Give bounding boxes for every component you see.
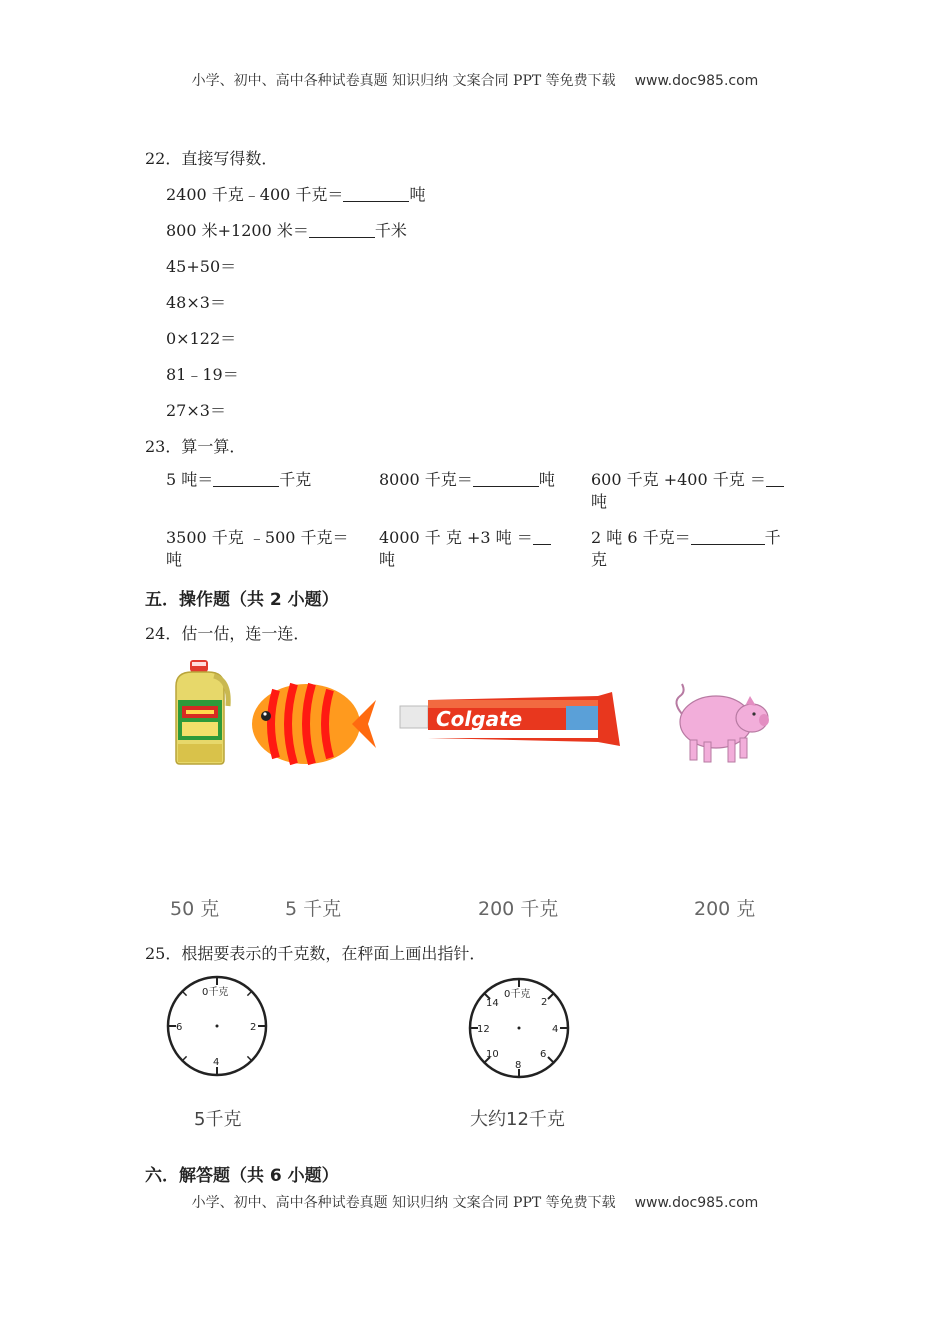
q23-cell-1-text: 5 吨＝: [166, 470, 214, 489]
weight-option-50g[interactable]: 50 克: [170, 898, 220, 920]
scale-1-tick-2: 2: [250, 1022, 257, 1033]
scale-1-tick-4: 4: [213, 1057, 220, 1068]
q22-line-4: 48×3＝: [166, 293, 226, 312]
q23-cell-4: [166, 527, 349, 571]
q23-cell-1: [166, 469, 311, 491]
answer-blank[interactable]: [473, 471, 539, 487]
page-footer: [0, 1192, 950, 1212]
page-header: [0, 70, 950, 90]
section-5-heading: 五．操作题（共 2 小题）: [145, 590, 339, 610]
scale-2-tick-4: 4: [552, 1024, 559, 1035]
answer-blank[interactable]: [343, 186, 409, 202]
scale-2-tick-8: 8: [515, 1060, 522, 1071]
question-24-title: 24．估一估，连一连．: [145, 624, 310, 643]
q23-cell-6-unit: 千: [764, 528, 781, 547]
q23-cell-3-text: 600 千克 +400 千克 ＝: [591, 470, 766, 489]
scale-2-tick-12: 12: [477, 1024, 490, 1035]
q23-cell-3: [591, 469, 784, 513]
q22-line-7: 27×3＝: [166, 401, 226, 420]
q22-line-6: 81﹣19＝: [166, 365, 239, 384]
q22-line-1-text: 2400 千克﹣400 千克＝: [166, 185, 344, 204]
q23-cell-5: [379, 527, 551, 571]
q22-line-1-unit: 吨: [409, 185, 426, 204]
weight-option-200kg[interactable]: 200 千克: [478, 898, 559, 920]
q22-line-5: 0×122＝: [166, 329, 237, 348]
q23-cell-2-unit: 吨: [538, 470, 555, 489]
q23-cell-5-text: 4000 千 克 +3 吨 ＝: [379, 528, 533, 547]
weight-option-200g[interactable]: 200 克: [694, 898, 756, 920]
answer-blank[interactable]: [309, 222, 375, 238]
oil-bottle-image[interactable]: [162, 656, 238, 768]
toothpaste-image[interactable]: [398, 688, 624, 750]
q22-line-2-unit: 千米: [374, 221, 407, 240]
answer-blank[interactable]: [213, 471, 279, 487]
scale-2-zero-label: 0千克: [504, 989, 531, 1000]
q23-cell-6: [591, 527, 781, 571]
scale-2-tick-2: 2: [541, 997, 548, 1008]
section-6-heading: 六．解答题（共 6 小题）: [145, 1166, 339, 1186]
q23-cell-4-text: 3500 千克 ﹣500 千克＝: [166, 528, 349, 547]
pig-image[interactable]: [666, 672, 772, 770]
question-22-title: 22．直接写得数．: [145, 149, 278, 168]
scale-dial-1[interactable]: [164, 973, 270, 1079]
q23-cell-3-unit: 吨: [591, 492, 608, 511]
footer-url: www.doc985.com: [634, 1195, 759, 1211]
q23-cell-6-text: 2 吨 6 千克＝: [591, 528, 691, 547]
weight-option-5kg[interactable]: 5 千克: [285, 898, 342, 920]
scale-2-tick-10: 10: [486, 1049, 499, 1060]
answer-blank[interactable]: [533, 529, 551, 545]
question-23-title: 23．算一算．: [145, 437, 246, 456]
q22-line-2-text: 800 米+1200 米＝: [166, 221, 309, 240]
q22-line-2: [166, 218, 407, 241]
answer-blank[interactable]: [691, 529, 765, 545]
answer-blank[interactable]: [766, 471, 784, 487]
q23-cell-2: [379, 469, 555, 491]
scale-2-tick-14: 14: [486, 998, 499, 1009]
fish-image[interactable]: [248, 676, 378, 772]
footer-text: 小学、初中、高中各种试卷真题 知识归纳 文案合同 PPT 等免费下载: [191, 1195, 616, 1211]
scale-1-zero-label: 0千克: [202, 987, 229, 998]
scale-1-label: 5千克: [194, 1109, 242, 1130]
q23-cell-4-unit: 吨: [166, 550, 183, 569]
toothpaste-brand-text: Colgate: [436, 707, 523, 731]
scale-2-tick-6: 6: [540, 1049, 547, 1060]
header-text: 小学、初中、高中各种试卷真题 知识归纳 文案合同 PPT 等免费下载: [191, 73, 616, 89]
q23-cell-6-unit-2: 克: [591, 550, 608, 569]
q22-line-1: [166, 182, 425, 205]
q23-cell-2-text: 8000 千克＝: [379, 470, 473, 489]
q23-cell-5-unit: 吨: [379, 550, 396, 569]
header-url: www.doc985.com: [634, 73, 759, 89]
question-25-title: 25．根据要表示的千克数，在秤面上画出指针．: [145, 944, 486, 963]
scale-2-label: 大约12千克: [470, 1109, 565, 1130]
scale-dial-2[interactable]: [466, 975, 572, 1081]
scale-1-tick-6: 6: [176, 1022, 183, 1033]
q23-cell-1-unit: 千克: [279, 470, 312, 489]
q22-line-3: 45+50＝: [166, 257, 237, 276]
